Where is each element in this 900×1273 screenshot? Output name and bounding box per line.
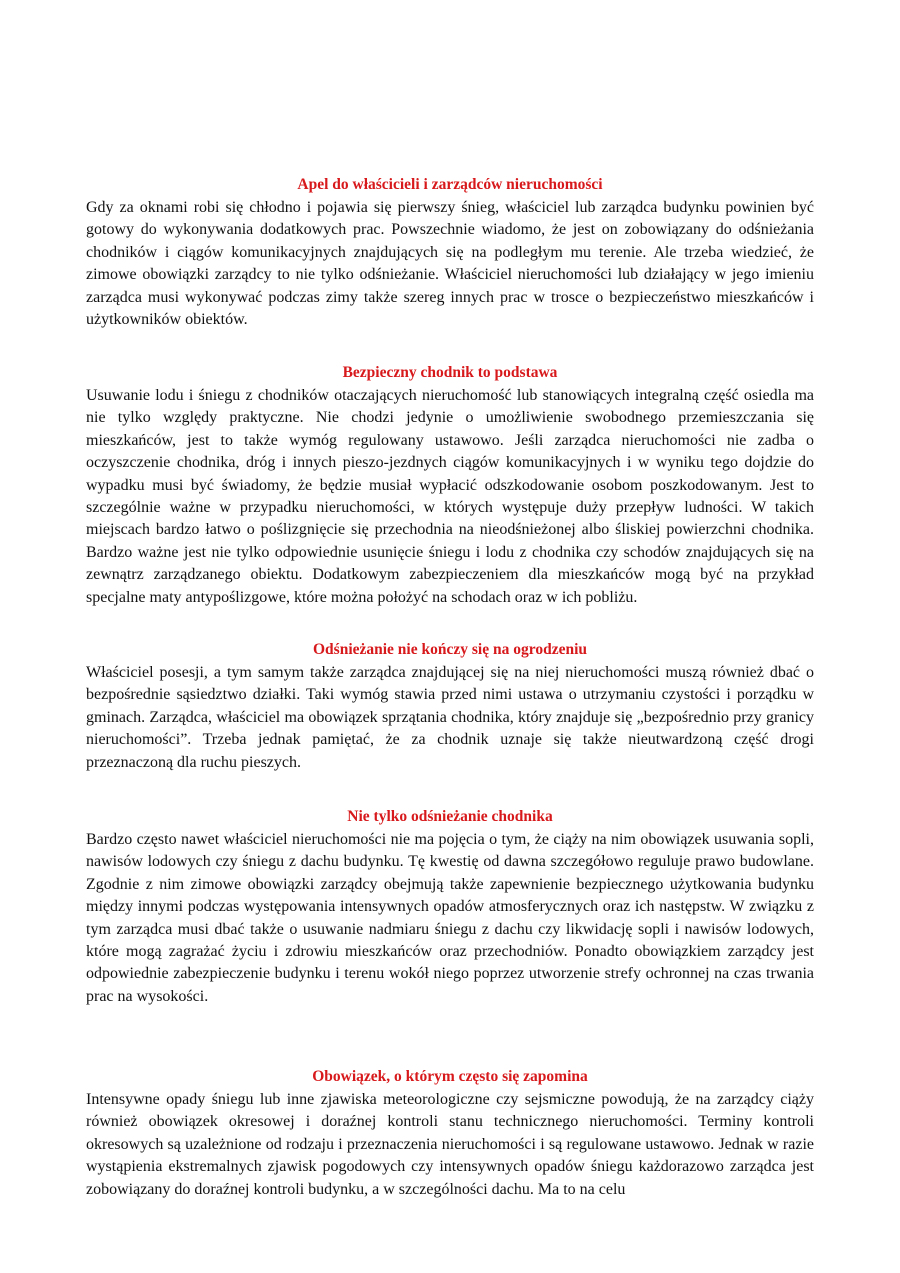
section-heading xyxy=(86,639,814,661)
section-heading xyxy=(86,362,814,384)
heading-text: Nie tylko odśnieżanie chodnika xyxy=(347,808,553,825)
section-body: Bardzo często nawet właściciel nieruchomości nie ma pojęcia o tym, że ciąży na nim obowiązek usuwania sopli, nawisów lodowych czy śniegu z dachu budynku. Tę kwestię od dawna szczegółowo reguluje prawo budowlane. Zgodnie z nim zimowe obowiązki zarządcy obejmują także zapewnienie bezpiecznego użytkowania budynku między innymi podczas występowania intensywnych opadów atmosferycznych oraz ich następstw. W związku z tym zarządca musi dbać także o usuwanie nadmiaru śniegu z dachu czy likwidację sopli i nawisów lodowych, które mogą zagrażać życiu i zdrowiu mieszkańców oraz przechodniów. Ponadto obowiązkiem zarządcy jest odpowiednie zabezpieczenie budynku i terenu wokół niego poprzez utworzenie strefy ochronnej na czas trwania prac na wysokości. xyxy=(86,831,814,1005)
section-apel xyxy=(86,174,814,331)
heading-emphasis: ina xyxy=(567,1068,588,1085)
heading-emphasis: ogrodzeniu xyxy=(513,641,587,658)
section-heading xyxy=(86,1066,814,1088)
heading-text: Odśnieżanie nie kończy się na xyxy=(312,641,510,658)
section-body: Gdy za oknami robi się chłodno i pojawia się pierwszy śnieg, właściciel lub zarządca budynku powinien być gotowy do wykonywania dodatkowych prac. Powszechnie wiadomo, że jest on zobowiązany do odśnieżania chodników i ciągów komunikacyjnych znajdujących się na podległym mu terenie. Ale trzeba wiedzieć, że zimowe obowiązki zarządcy to nie tylko odśnieżanie. Właściciel nieruchomości lub działający w jego imieniu zarządca musi wykonywać podczas zimy także szereg innych prac w trosce o bezpieczeństwo mieszkańców i użytkowników obiektów. xyxy=(86,199,814,329)
section-nie-tylko xyxy=(86,806,814,1008)
section-odsniezanie xyxy=(86,639,814,774)
heading-text: Bezpieczny chodnik to podstawa xyxy=(342,364,558,381)
section-heading xyxy=(86,174,814,196)
section-body: Intensywne opady śniegu lub inne zjawiska meteorologiczne czy sejsmiczne powodują, że na zarządcy ciąży również obowiązek okresowej i doraźnej kontroli stanu technicznego nieruchomości. Terminy kontroli okresowych są uzależnione od rodzaju i przeznaczenia nieruchomości i są regulowane ustawowo. Jednak w razie wystąpienia ekstremalnych zjawisk pogodowych czy intensywnych opadów śniegu każdorazowo zarządca jest zobowiązany do doraźnej kontroli budynku, a w szczególności dachu. Ma to na celu xyxy=(86,1091,814,1198)
heading-text: Obowiązek, o którym często się zapom xyxy=(312,1068,568,1085)
section-heading xyxy=(86,806,814,828)
section-body: Usuwanie lodu i śniegu z chodników otaczających nieruchomość lub stanowiących integralną część osiedla ma nie tylko względy praktyczne. Nie chodzi jedynie o umożliwienie swobodnego przemieszczania się mieszkańców, jest to także wymóg regulowany ustawowo. Jeśli zarządca nieruchomości nie zadba o oczyszczenie chodnika, dróg i innych pieszo-jezdnych ciągów komunikacyjnych i w wyniku tego dojdzie do wypadku musi być świadomy, że będzie musiał wypłacić odszkodowanie osobom poszkodowanym. Jest to szczególnie ważne w przypadku nieruchomości, w których występuje duży przepływ ludności. W takich miejscach bardzo łatwo o poślizgnięcie się przechodnia na nieodśnieżonej albo śliskiej powierzchni chodnika. Bardzo ważne jest nie tylko odpowiednie usunięcie śniegu i lodu z chodnika czy schodów znajdujących się na zewnątrz zarządzanego obiektu. Dodatkowym zabezpieczeniem dla mieszkańców mogą być na przykład specjalne maty antypoślizgowe, które można położyć na schodach oraz w ich pobliżu. xyxy=(86,387,814,606)
section-body: Właściciel posesji, a tym samym także zarządca znajdującej się na niej nieruchomości muszą również dbać o bezpośrednie sąsiedztwo działki. Taki wymóg stawia przed nimi ustawa o utrzymaniu czystości i porządku w gminach. Zarządca, właściciel ma obowiązek sprzątania chodnika, który znajduje się „bezpośrednio przy granicy nieruchomości”. Trzeba jednak pamiętać, że za chodnik uznaje się także nieutwardzoną część drogi przeznaczoną dla ruchu pieszych. xyxy=(86,664,814,771)
section-obowiazek xyxy=(86,1066,814,1201)
section-bezpieczny-chodnik xyxy=(86,362,814,609)
heading-text: Apel do właścicieli i zarządców nieruchomości xyxy=(297,176,603,193)
